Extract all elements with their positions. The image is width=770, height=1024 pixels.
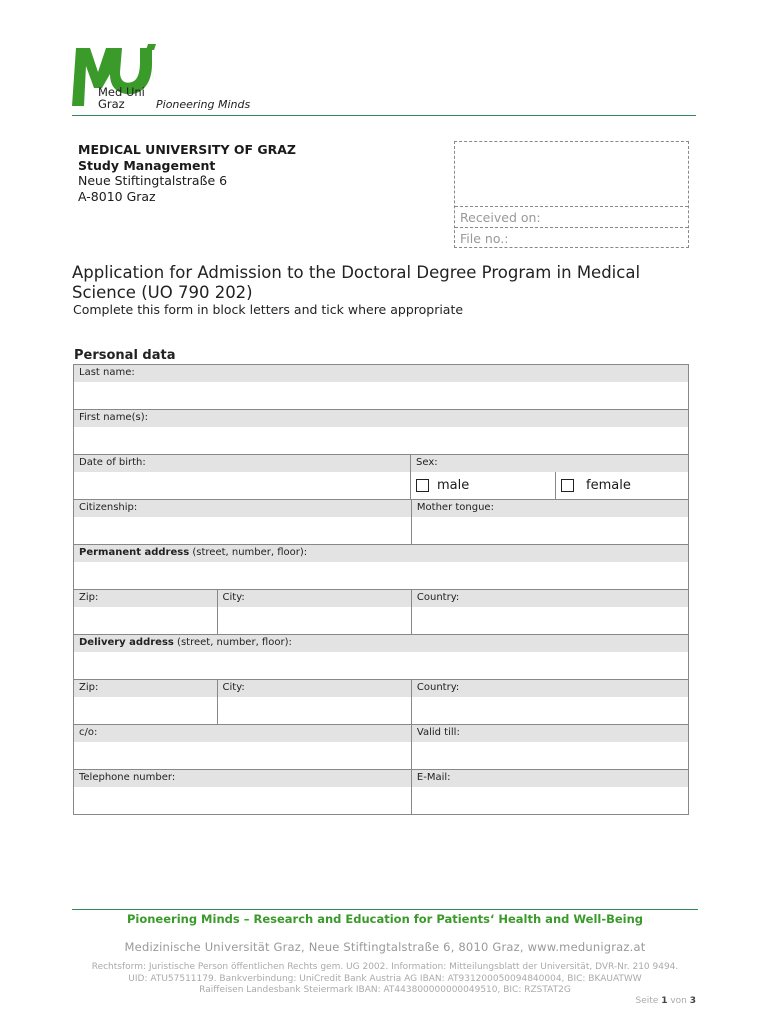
logo-line-1: Med Uni bbox=[98, 85, 145, 99]
mother-tongue-label: Mother tongue: bbox=[412, 500, 688, 517]
logo-line-2: Graz bbox=[98, 97, 125, 111]
telephone-label: Telephone number: bbox=[74, 770, 411, 787]
delivery-city-field[interactable] bbox=[218, 697, 411, 724]
delivery-address-label bbox=[74, 635, 688, 652]
permanent-address-label bbox=[74, 545, 688, 562]
permanent-zip-field[interactable] bbox=[74, 607, 217, 634]
footer-legal bbox=[0, 962, 770, 997]
stamp-divider-2 bbox=[455, 227, 688, 228]
delivery-zip-label: Zip: bbox=[74, 680, 217, 697]
delivery-country-label: Country: bbox=[412, 680, 688, 697]
citizenship-label: Citizenship: bbox=[74, 500, 411, 517]
meduni-graz-logo bbox=[70, 42, 260, 114]
delivery-country-field[interactable] bbox=[412, 697, 688, 724]
permanent-city-label: City: bbox=[218, 590, 411, 607]
permanent-country-label: Country: bbox=[412, 590, 688, 607]
address-line-1: MEDICAL UNIVERSITY OF GRAZ bbox=[78, 142, 296, 157]
citizenship-field[interactable] bbox=[74, 517, 411, 544]
delivery-address-label-rest: (street, number, floor): bbox=[173, 637, 292, 648]
permanent-city-field[interactable] bbox=[218, 607, 411, 634]
page-current: 1 bbox=[661, 996, 668, 1006]
date-of-birth-label: Date of birth: bbox=[74, 455, 410, 472]
footer-legal-line-1: Rechtsform: Juristische Person öffentlichen Rechts gem. UG 2002. Information: Mitteilungsblatt der Universität, DVR-Nr. 210 9494. bbox=[91, 962, 679, 972]
page-total: 3 bbox=[689, 996, 696, 1006]
permanent-country-field[interactable] bbox=[412, 607, 688, 634]
recipient-address bbox=[78, 142, 296, 204]
permanent-address-label-bold: Permanent address bbox=[79, 547, 190, 558]
footer-legal-line-3: Raiffeisen Landesbank Steiermark IBAN: AT443800000000049510, BIC: RZSTAT2G bbox=[199, 985, 571, 995]
footer-divider bbox=[72, 909, 698, 910]
permanent-address-label-rest: (street, number, floor): bbox=[189, 547, 308, 558]
care-of-field[interactable] bbox=[74, 742, 411, 769]
male-label: male bbox=[437, 478, 470, 493]
footer-legal-line-2: UID: ATU57511179. Bankverbindung: UniCredit Bank Austria AG IBAN: AT931200050094840004, BIC: BKAUATWW bbox=[128, 973, 642, 984]
office-use-box bbox=[454, 141, 689, 248]
mother-tongue-field[interactable] bbox=[412, 517, 688, 544]
email-field[interactable] bbox=[412, 787, 688, 814]
care-of-label: c/o: bbox=[74, 725, 411, 742]
page-mid: von bbox=[667, 996, 690, 1006]
delivery-city-label: City: bbox=[218, 680, 411, 697]
first-names-label: First name(s): bbox=[74, 410, 688, 427]
page-number bbox=[636, 996, 696, 1006]
female-checkbox[interactable] bbox=[561, 479, 574, 492]
female-label: female bbox=[586, 478, 631, 493]
sex-option-male[interactable] bbox=[411, 472, 556, 499]
last-name-label: Last name: bbox=[74, 365, 688, 382]
permanent-zip-label: Zip: bbox=[74, 590, 217, 607]
delivery-address-field[interactable] bbox=[74, 652, 688, 679]
file-no-label: File no.: bbox=[460, 231, 509, 246]
logo-wordmark bbox=[98, 86, 145, 110]
last-name-field[interactable] bbox=[74, 382, 688, 409]
header-divider bbox=[72, 115, 696, 116]
sex-label: Sex: bbox=[411, 455, 688, 472]
delivery-zip-field[interactable] bbox=[74, 697, 217, 724]
male-checkbox[interactable] bbox=[416, 479, 429, 492]
address-line-2: Study Management bbox=[78, 157, 216, 173]
section-title-personal-data: Personal data bbox=[74, 348, 176, 363]
email-label: E-Mail: bbox=[412, 770, 688, 787]
personal-data-form bbox=[73, 364, 689, 815]
page-prefix: Seite bbox=[635, 996, 662, 1006]
valid-till-field[interactable] bbox=[412, 742, 688, 769]
page-subtitle: Complete this form in block letters and tick where appropriate bbox=[73, 302, 464, 317]
sex-option-female[interactable] bbox=[556, 472, 688, 499]
first-names-field[interactable] bbox=[74, 427, 688, 454]
permanent-address-field[interactable] bbox=[74, 562, 688, 589]
delivery-address-label-bold: Delivery address bbox=[79, 637, 174, 648]
header-slogan: Pioneering Minds bbox=[156, 98, 251, 111]
valid-till-label: Valid till: bbox=[412, 725, 688, 742]
address-line-4: A-8010 Graz bbox=[78, 188, 156, 204]
telephone-field[interactable] bbox=[74, 787, 411, 814]
page-title: Application for Admission to the Doctoral Degree Program in Medical Science (UO 790 202) bbox=[72, 263, 641, 302]
footer-slogan: Pioneering Minds – Research and Education for Patients‘ Health and Well-Being bbox=[126, 912, 644, 926]
stamp-divider-1 bbox=[455, 206, 688, 207]
sex-options bbox=[411, 472, 688, 499]
date-of-birth-field[interactable] bbox=[74, 472, 410, 499]
address-line-3: Neue Stiftingtalstraße 6 bbox=[78, 173, 228, 188]
footer-address: Medizinische Universität Graz, Neue Stiftingtalstraße 6, 8010 Graz, www.medunigraz.at bbox=[124, 940, 646, 954]
received-on-label: Received on: bbox=[460, 210, 541, 225]
